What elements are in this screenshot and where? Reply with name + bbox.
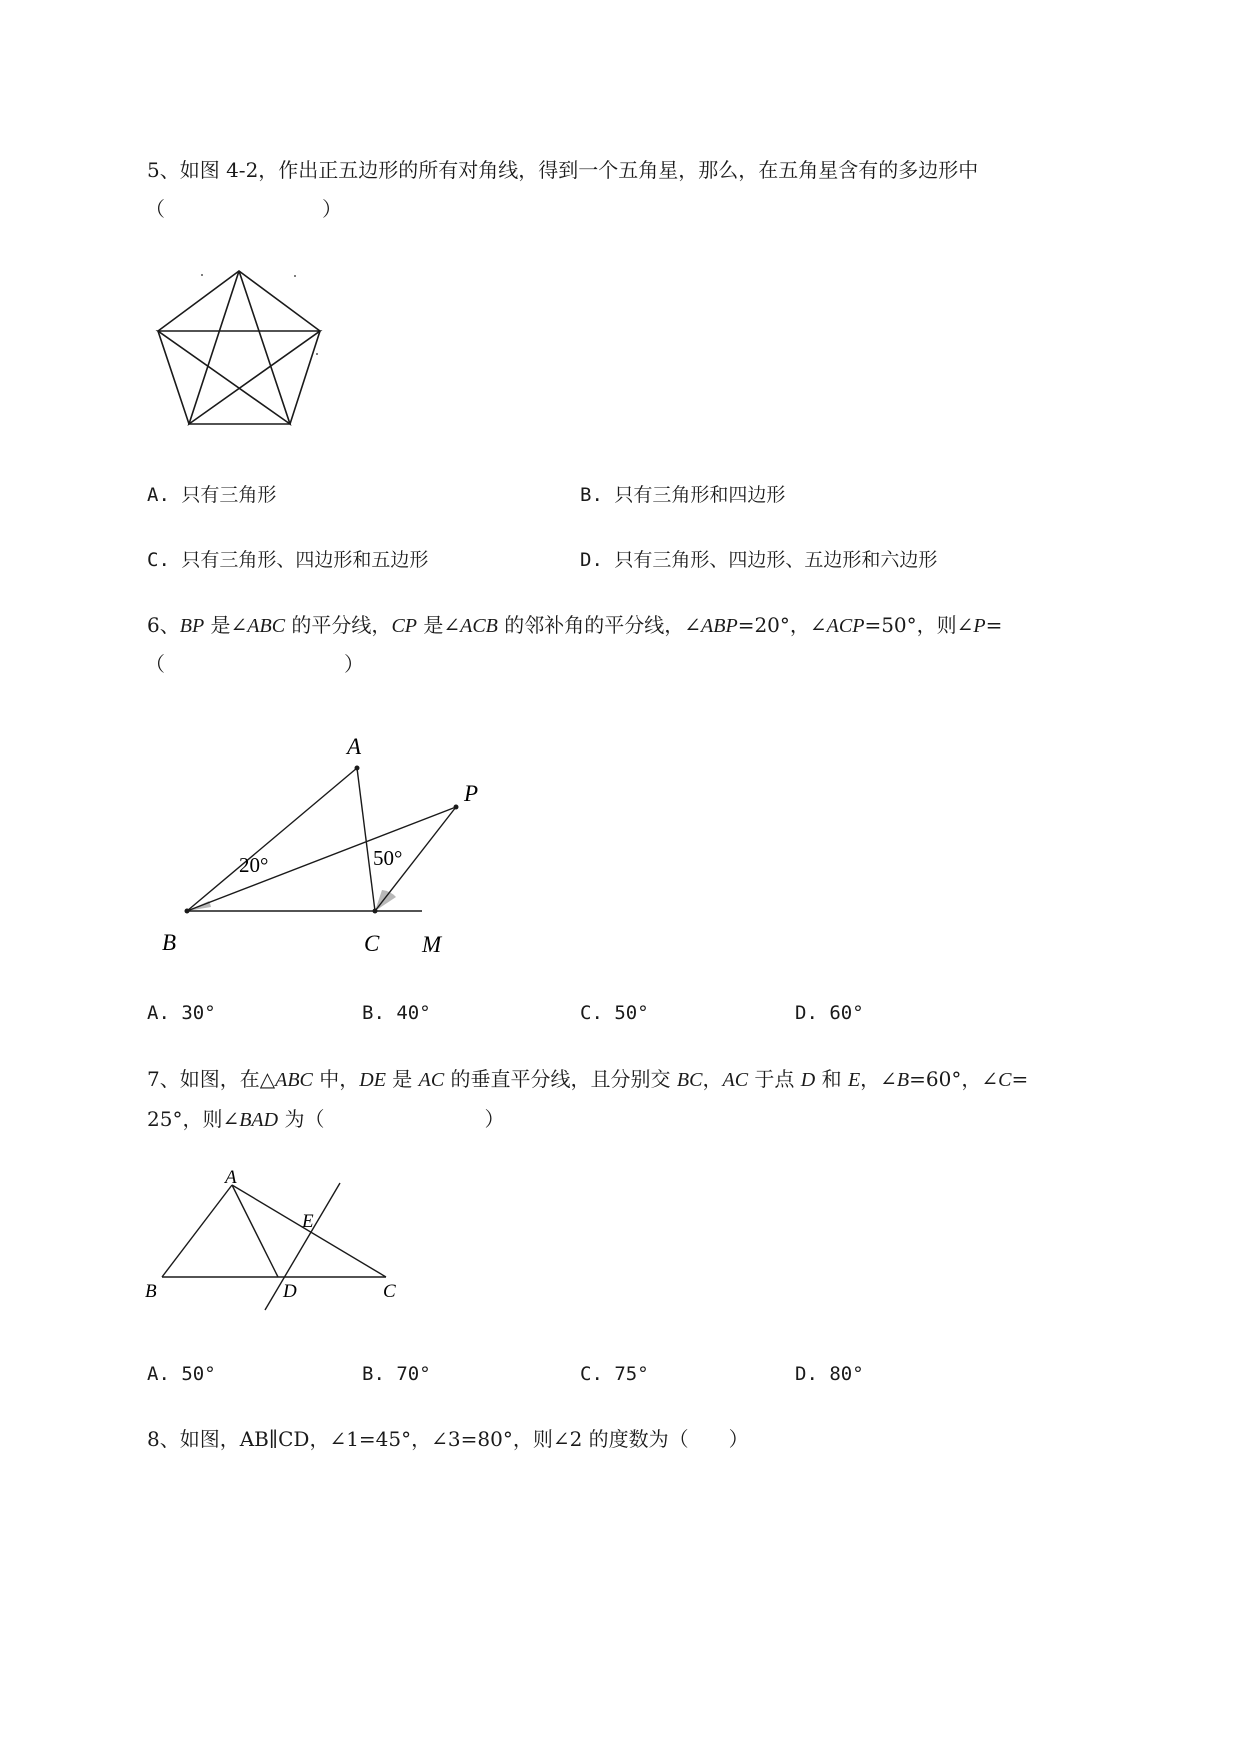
q7-option-c[interactable]: C. 75° — [580, 1363, 649, 1385]
q6-label-b: B — [162, 930, 177, 955]
q7-label-a: A — [225, 1167, 237, 1188]
q7-label-d: D — [283, 1281, 297, 1302]
q7-label-c: C — [383, 1281, 396, 1302]
q6-label-c: C — [364, 931, 380, 956]
q6-paren-close: ） — [344, 652, 364, 676]
q6-option-a[interactable]: A. 30° — [147, 1002, 216, 1024]
q7-option-b[interactable]: B. 70° — [362, 1363, 431, 1385]
pentagram-diagonals — [158, 271, 320, 424]
q5-option-a[interactable]: A. 只有三角形 — [147, 484, 277, 506]
q6-angle-b-label: 20° — [239, 853, 269, 877]
q6-option-d[interactable]: D. 60° — [795, 1002, 864, 1024]
q5-paren-close: ） — [322, 197, 342, 221]
q6-angle-c-label: 50° — [373, 846, 403, 870]
q7-triangle-figure — [140, 1165, 410, 1325]
q6-option-c[interactable]: C. 50° — [580, 1002, 649, 1024]
q8-stem: 8、如图，AB∥CD，∠1=45°，∠3=80°，则∠2 的度数为（ ） — [147, 1427, 749, 1451]
q6-stem: 6、BP 是∠ABC 的平分线，CP 是∠ACB 的邻补角的平分线，∠ABP=20°，∠ACP=50°，则∠P= — [147, 613, 1003, 637]
q7-option-a[interactable]: A. 50° — [147, 1363, 216, 1385]
q5-stem: 5、如图 4-2，作出正五边形的所有对角线，得到一个五角星，那么，在五角星含有的多边形中 — [147, 158, 979, 182]
q6-triangle-figure — [150, 730, 480, 960]
q7-stem-line2: 25°，则∠BAD 为（ ） — [147, 1107, 505, 1131]
q7-label-b: B — [145, 1281, 157, 1302]
q5-option-b[interactable]: B. 只有三角形和四边形 — [580, 484, 786, 506]
q6-label-a: A — [347, 734, 362, 759]
q6-option-b[interactable]: B. 40° — [362, 1002, 431, 1024]
q6-paren-open: （ — [145, 652, 165, 676]
q5-paren-open: （ — [145, 197, 165, 221]
q5-pentagram-figure — [150, 262, 330, 432]
q7-stem-line1: 7、如图，在△ABC 中，DE 是 AC 的垂直平分线，且分别交 BC，AC 于点 D 和 E，∠B=60°，∠C= — [147, 1067, 1029, 1091]
q5-option-c[interactable]: C. 只有三角形、四边形和五边形 — [147, 549, 429, 571]
q6-label-m: M — [422, 932, 442, 957]
q7-label-e: E — [302, 1211, 314, 1232]
q5-option-d[interactable]: D. 只有三角形、四边形、五边形和六边形 — [580, 549, 938, 571]
q6-label-p: P — [464, 781, 479, 806]
q7-option-d[interactable]: D. 80° — [795, 1363, 864, 1385]
